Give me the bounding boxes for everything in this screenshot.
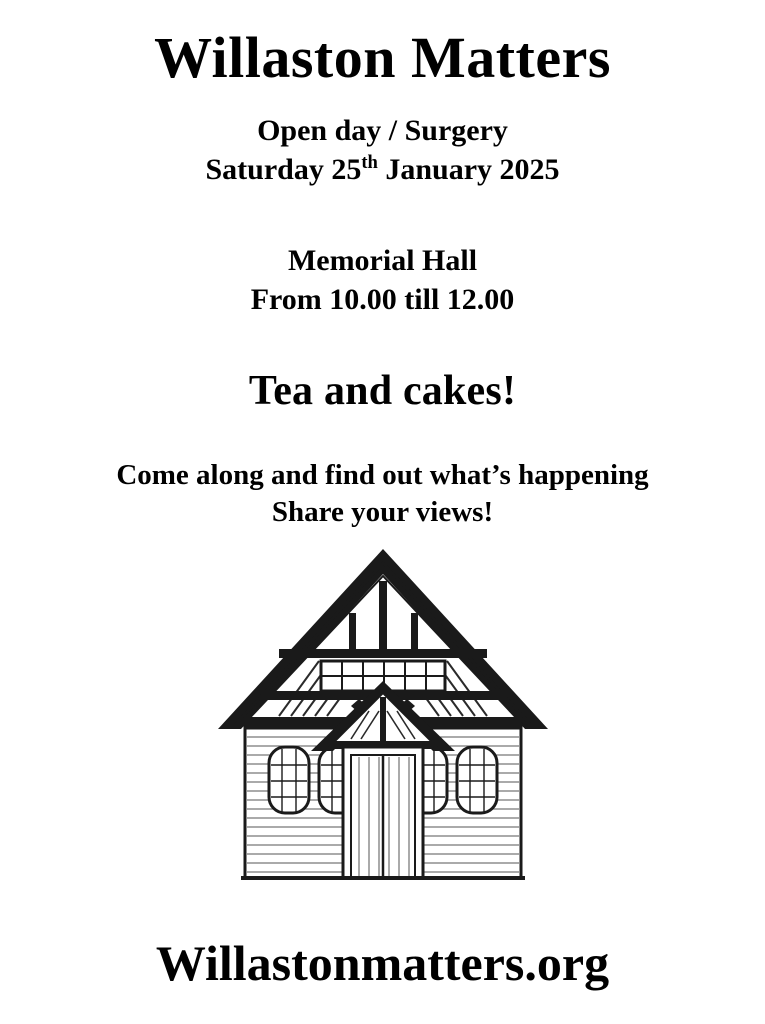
event-date-ordinal: th: [361, 151, 378, 173]
venue-time: From 10.00 till 12.00: [250, 282, 515, 316]
event-date-suffix: January 2025: [377, 152, 560, 186]
event-date-prefix: Saturday 25: [205, 152, 362, 186]
event-details: [205, 111, 559, 189]
venue-name: Memorial Hall: [287, 243, 478, 277]
website-url[interactable]: Willastonmatters.org: [155, 935, 610, 991]
venue-details: [251, 241, 515, 319]
invite-line-1: Come along and find out what’s happening: [116, 458, 649, 491]
event-type-line: Open day / Surgery: [257, 113, 508, 147]
page-title: Willaston Matters: [154, 25, 611, 90]
refreshments-highlight: Tea and cakes!: [248, 367, 517, 414]
invite-line-2: Share your views!: [271, 496, 494, 528]
event-date-line: [205, 150, 559, 189]
invite-message: [116, 457, 648, 531]
memorial-hall-building-illustration: [183, 541, 583, 911]
